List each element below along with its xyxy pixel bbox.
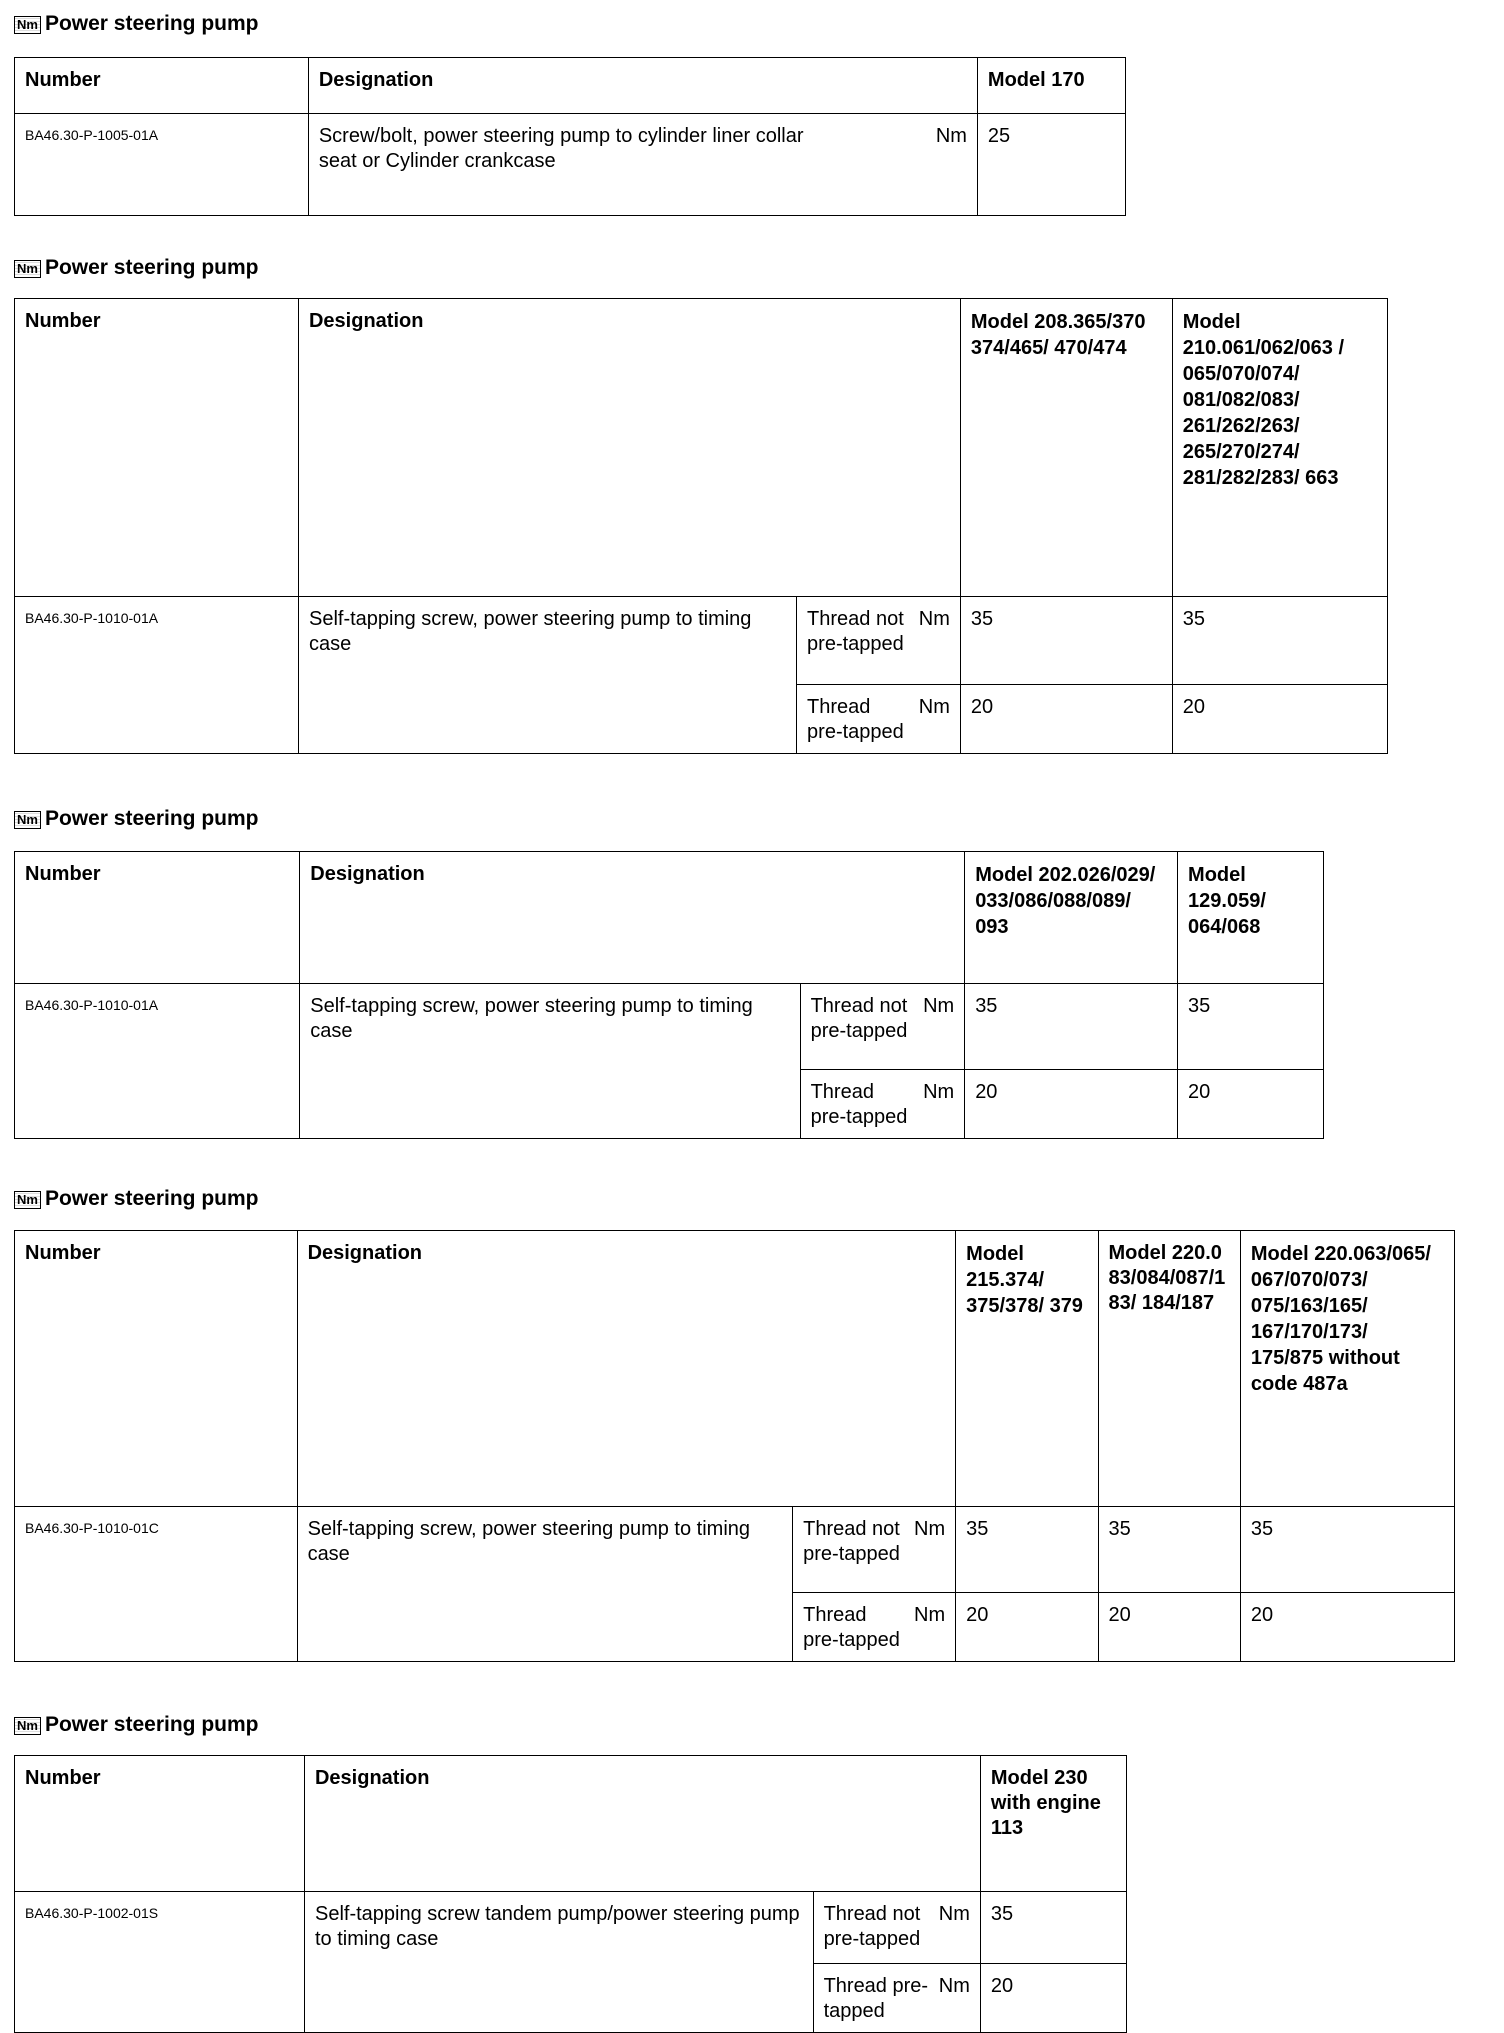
unit-label: Nm: [923, 1081, 955, 1103]
part-number: BA46.30-P-1005-01A: [15, 114, 309, 216]
header-model: Model 210.061/062/063 / 065/070/074/ 081/082/083/ 261/262/263/ 265/270/274/ 281/282/283/ 663: [1172, 299, 1387, 597]
header-number: Number: [15, 1231, 298, 1507]
torque-nm-icon: Nm: [14, 1191, 41, 1209]
torque-value: 20: [965, 1070, 1178, 1139]
torque-table: [14, 1755, 1127, 2033]
thread-condition: Thread pre-tapped: [810, 1081, 908, 1128]
torque-table: [14, 1230, 1455, 1662]
thread-condition: Thread pre-tapped: [807, 696, 904, 743]
torque-nm-icon: Nm: [14, 16, 41, 34]
torque-value: 35: [1178, 984, 1324, 1070]
unit-label: Nm: [918, 696, 950, 718]
torque-value: 35: [1240, 1507, 1454, 1593]
header-model: Model 129.059/ 064/068: [1178, 852, 1324, 984]
torque-value: 20: [1240, 1593, 1454, 1662]
designation-text: Self-tapping screw, power steering pump to timing case: [300, 984, 800, 1139]
torque-value: 20: [980, 1964, 1126, 2033]
section-title: Nm Power steering pump: [14, 1713, 259, 1737]
header-model: Model 215.374/ 375/378/ 379: [956, 1231, 1098, 1507]
header-model: Model 202.026/029/ 033/086/088/089/ 093: [965, 852, 1178, 984]
header-designation: Designation: [298, 299, 960, 597]
section-title: Nm Power steering pump: [14, 256, 259, 280]
thread-condition: Thread not pre-tapped: [807, 608, 904, 655]
header-model: Model 230 with engine 113: [980, 1756, 1126, 1892]
thread-condition-row: [797, 597, 961, 685]
thread-condition-row: [800, 1070, 965, 1139]
designation-text: Self-tapping screw tandem pump/power steering pump to timing case: [304, 1892, 813, 2033]
section-title: Nm Power steering pump: [14, 1187, 259, 1211]
designation-text: Self-tapping screw, power steering pump to timing case: [298, 597, 796, 754]
thread-condition-row: [793, 1593, 956, 1662]
header-designation: Designation: [304, 1756, 980, 1892]
unit-label: Nm: [938, 1975, 970, 1997]
thread-condition: Thread not pre-tapped: [803, 1518, 900, 1565]
torque-value: 35: [980, 1892, 1126, 1964]
thread-condition-row: [800, 984, 965, 1070]
thread-condition-row: [797, 685, 961, 754]
thread-condition: Thread pre-tapped: [823, 1975, 929, 2022]
designation-text: Self-tapping screw, power steering pump to timing case: [297, 1507, 793, 1662]
torque-table: [14, 851, 1324, 1139]
section-title: Nm Power steering pump: [14, 12, 259, 36]
torque-value: 20: [956, 1593, 1098, 1662]
unit-label: Nm: [914, 1604, 946, 1626]
torque-value: 25: [977, 114, 1125, 216]
part-number: BA46.30-P-1002-01S: [15, 1892, 305, 2033]
torque-value: 35: [965, 984, 1178, 1070]
header-designation: Designation: [297, 1231, 956, 1507]
unit-label: Nm: [833, 114, 978, 216]
header-model: Model 220.083/084/087/183/ 184/187: [1098, 1231, 1240, 1507]
part-number: BA46.30-P-1010-01C: [15, 1507, 298, 1662]
header-number: Number: [15, 58, 309, 114]
header-number: Number: [15, 1756, 305, 1892]
torque-value: 20: [1178, 1070, 1324, 1139]
part-number: BA46.30-P-1010-01A: [15, 984, 300, 1139]
part-number: BA46.30-P-1010-01A: [15, 597, 299, 754]
torque-value: 35: [960, 597, 1172, 685]
thread-condition: Thread not pre-tapped: [810, 995, 908, 1042]
thread-condition: Thread not pre-tapped: [823, 1903, 921, 1950]
thread-condition-row: [813, 1892, 980, 1964]
torque-table: [14, 57, 1126, 216]
torque-value: 20: [960, 685, 1172, 754]
header-model: Model 170: [977, 58, 1125, 114]
torque-value: 35: [956, 1507, 1098, 1593]
torque-table: [14, 298, 1388, 754]
header-model: Model 208.365/370 374/465/ 470/474: [960, 299, 1172, 597]
header-designation: Designation: [308, 58, 977, 114]
unit-label: Nm: [938, 1903, 970, 1925]
header-number: Number: [15, 299, 299, 597]
torque-nm-icon: Nm: [14, 260, 41, 278]
torque-value: 35: [1098, 1507, 1240, 1593]
torque-nm-icon: Nm: [14, 1717, 41, 1735]
unit-label: Nm: [918, 608, 950, 630]
unit-label: Nm: [914, 1518, 946, 1540]
torque-value: 20: [1172, 685, 1387, 754]
torque-nm-icon: Nm: [14, 811, 41, 829]
thread-condition-row: [813, 1964, 980, 2033]
thread-condition-row: [793, 1507, 956, 1593]
header-number: Number: [15, 852, 300, 984]
torque-value: 20: [1098, 1593, 1240, 1662]
header-model: Model 220.063/065/ 067/070/073/ 075/163/165/ 167/170/173/ 175/875 without code 487a: [1240, 1231, 1454, 1507]
torque-value: 35: [1172, 597, 1387, 685]
designation-text: Screw/bolt, power steering pump to cylinder liner collar seat or Cylinder crankcase: [308, 114, 832, 216]
header-designation: Designation: [300, 852, 965, 984]
thread-condition: Thread pre-tapped: [803, 1604, 900, 1651]
unit-label: Nm: [923, 995, 955, 1017]
section-title: Nm Power steering pump: [14, 807, 259, 831]
